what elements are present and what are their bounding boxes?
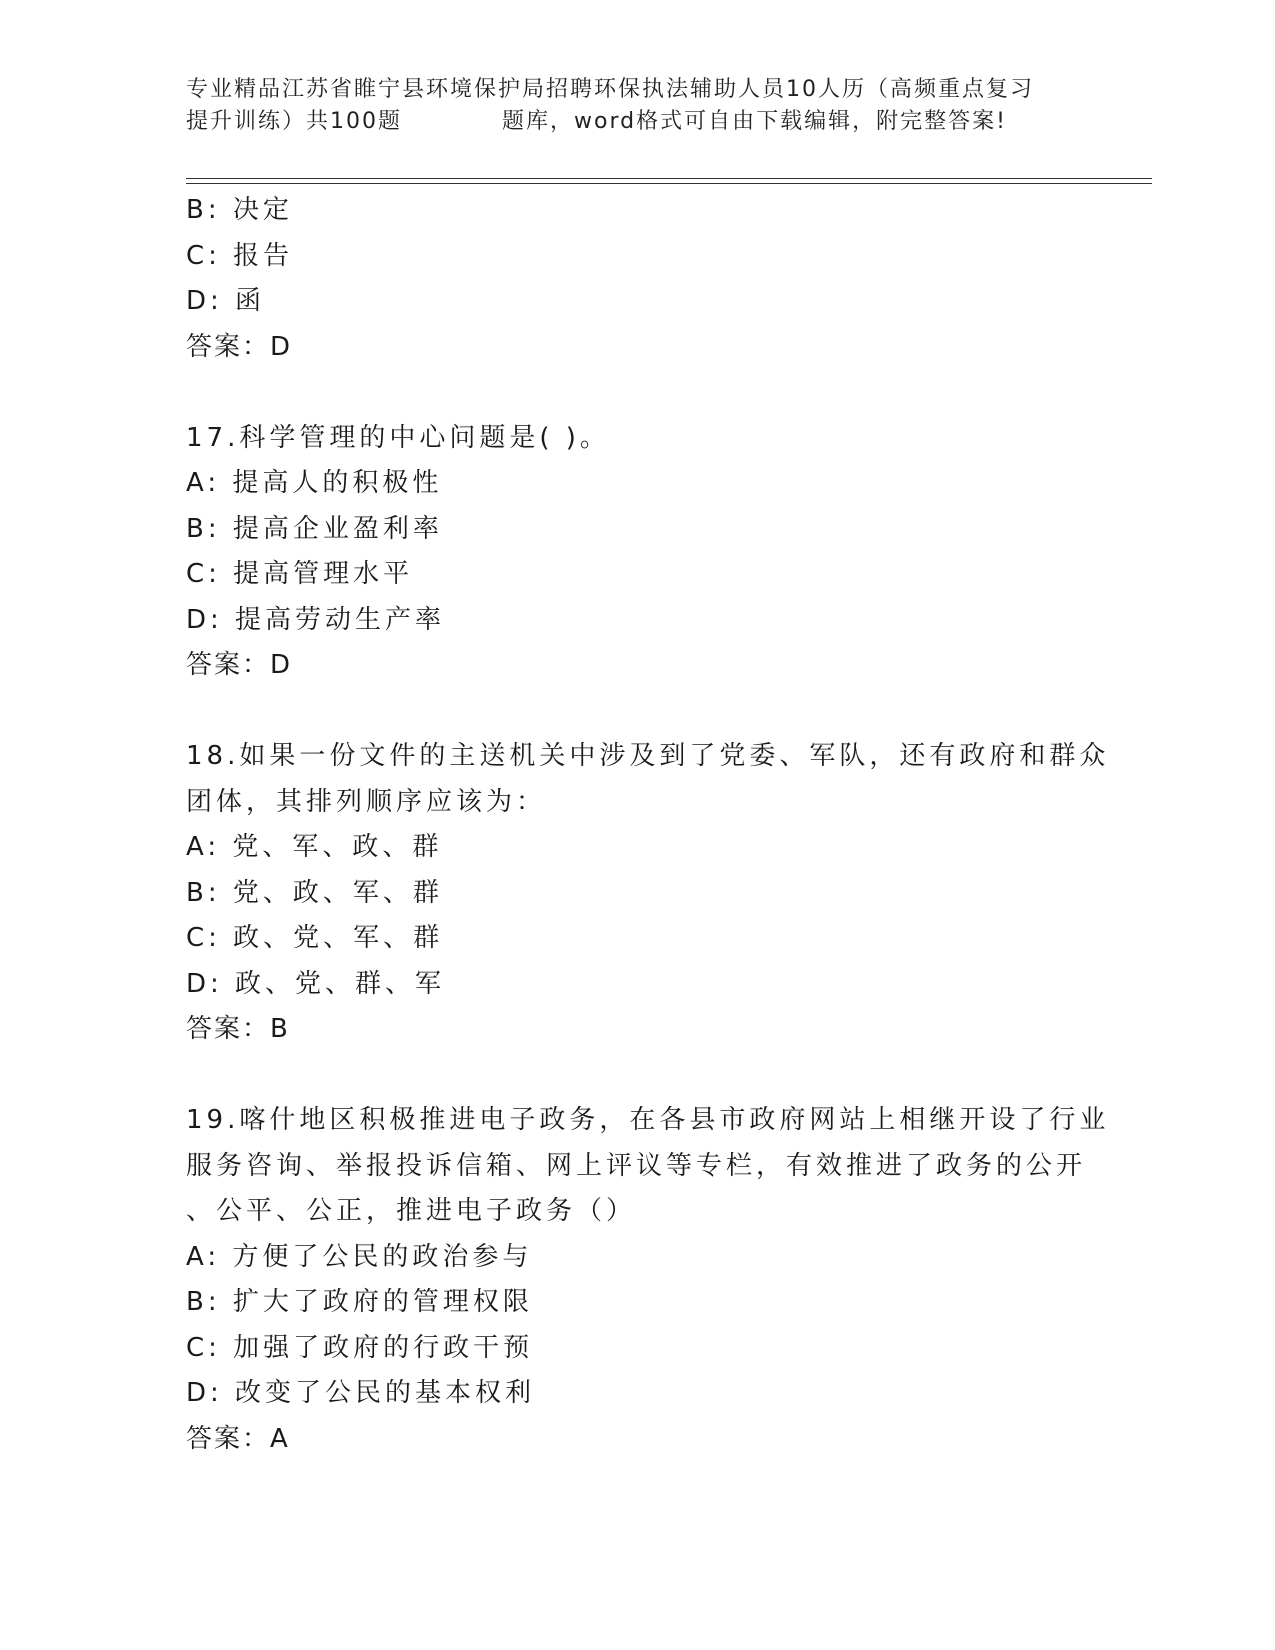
q18-option-d: D: 政、党、群、军 — [186, 968, 446, 999]
q16-option-d: D: 函 — [186, 286, 266, 316]
q16-option-c: C: 报告 — [186, 240, 294, 271]
q18-option-b: B: 党、政、军、群 — [186, 877, 443, 908]
q18-question-line-2: 团体，其排列顺序应该为： — [186, 786, 547, 817]
q17-option-a: A: 提高人的积极性 — [186, 468, 443, 498]
q17-answer: 答案：D — [186, 650, 293, 680]
q18-option-a: A: 党、军、政、群 — [186, 832, 443, 862]
q19-question-line-2: 服务咨询、举报投诉信箱、网上评议等专栏，有效推进了政务的公开 — [186, 1150, 1087, 1181]
question-list — [186, 188, 1110, 1462]
q17-option-b: B: 提高企业盈利率 — [186, 513, 443, 544]
question-18-block — [186, 734, 1110, 1053]
header-line-2-part-2: 题库，word格式可自由下载编辑，附完整答案! — [502, 109, 1007, 134]
header-rule-top — [186, 178, 1152, 179]
q17-option-c: C: 提高管理水平 — [186, 559, 414, 589]
q19-option-d: D: 改变了公民的基本权利 — [186, 1378, 536, 1408]
q17-option-d: D: 提高劳动生产率 — [186, 604, 446, 635]
question-19-block — [186, 1098, 1110, 1462]
q17-question: 17.科学管理的中心问题是( )。 — [186, 422, 610, 453]
q19-question-line-3: 、公平、公正，推进电子政务（） — [186, 1196, 637, 1226]
q16-answer: 答案：D — [186, 331, 293, 362]
q19-option-c: C: 加强了政府的行政干预 — [186, 1332, 534, 1363]
q16-option-b: B: 决定 — [186, 195, 293, 225]
q18-answer: 答案：B — [186, 1014, 290, 1044]
q18-option-c: C: 政、党、军、群 — [186, 923, 444, 953]
q19-question-line-1: 19.喀什地区积极推进电子政务，在各县市政府网站上相继开设了行业 — [186, 1105, 1110, 1135]
q19-option-a: A: 方便了公民的政治参与 — [186, 1241, 533, 1272]
q19-answer: 答案：A — [186, 1423, 290, 1454]
spacer — [186, 370, 1106, 416]
question-16-block — [186, 188, 1106, 370]
header-line-2-part-1: 提升训练）共100题 — [186, 109, 402, 134]
q18-question-line-1: 18.如果一份文件的主送机关中涉及到了党委、军队，还有政府和群众 — [186, 741, 1110, 771]
page-header — [186, 74, 1086, 138]
header-line-1: 专业精品江苏省睢宁县环境保护局招聘环保执法辅助人员10人历（高频重点复习 — [186, 77, 1034, 102]
spacer — [186, 1053, 1106, 1099]
header-line-2 — [186, 106, 1086, 138]
spacer — [186, 689, 1106, 735]
question-17-block — [186, 416, 1106, 689]
header-rule-bottom — [186, 183, 1152, 184]
q19-option-b: B: 扩大了政府的管理权限 — [186, 1287, 533, 1317]
